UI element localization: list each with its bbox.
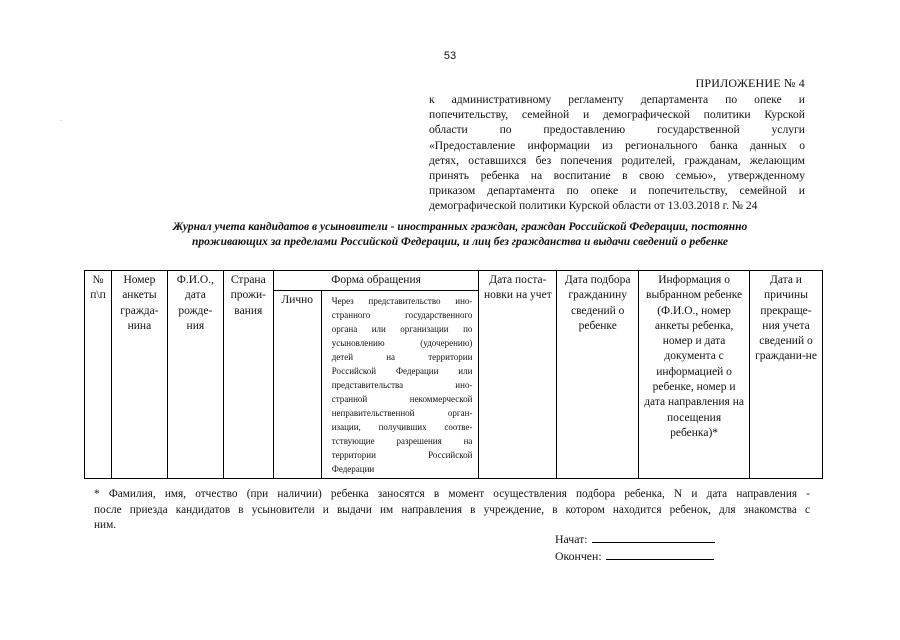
representative-line: усыновлению (удочерению) [331,338,473,349]
representative-line: странного государственного [331,310,473,321]
journal-title [120,220,800,250]
header-country: Страна прожи-вания [223,271,273,479]
preamble-line: принять ребенка на воспитание в свою семью», утвержденному [429,169,805,183]
journal-table [84,270,823,479]
scan-speck: · [60,117,63,125]
header-registration-date: Дата поста-новки на учет [479,271,557,479]
footnote [94,487,810,534]
finished-line [555,548,714,564]
started-line [555,531,715,547]
finished-blank [606,548,714,560]
footnote-line: после приезда кандидатов в усыновители и выдачи им направления в учреждение, в котором находится ребенок, для знакомства с [94,503,810,516]
representative-line: территории Российской [331,450,473,461]
footnote-line: * Фамилия, имя, отчество (при наличии) ребенка заносятся в момент осуществления подбора ребенка, N и дата направления - [94,488,810,500]
representative-line: детей на территории [331,352,473,363]
header-via-representative [321,291,479,479]
representative-line: Через представительство ино- [331,296,473,307]
journal-title-line: проживающих за пределами Российской Федерации, и лиц без гражданства и выдачи сведений о ребенке [192,236,728,248]
header-request-form: Форма обращения [273,271,479,291]
preamble-line: демографической политики Курской области от 13.03.2018 г. № 24 [429,199,758,213]
header-selection-date: Дата подбора гражданину сведений о ребенке [557,271,639,479]
representative-line: странной некоммерческой [331,394,473,405]
appendix-preamble [429,92,805,214]
representative-line: Российской Федерации или [331,366,473,377]
started-label: Начат: [555,532,588,546]
header-fio: Ф.И.О., дата рожде-ния [167,271,223,479]
preamble-line: «Предоставление информации из регионального банка данных о [429,138,805,152]
representative-line: Федерации [331,464,375,475]
preamble-line: области по предоставлению государственной услуги [429,123,805,137]
representative-line: представительства ино- [331,380,473,391]
header-termination: Дата и причины прекраще-ния учета сведений о граждани-не [750,271,823,479]
header-child-info: Информация о выбранном ребенке (Ф.И.О., номер анкеты ребенка, номер и дата документа с информацией о ребенке, номер и дата направления на посещения ребенка)* [639,271,750,479]
representative-line: тствующие разрешения на [331,436,473,447]
representative-line: органа или организации по [331,324,473,335]
footnote-line: ним. [94,519,117,531]
journal-title-line: Журнал учета кандидатов в усыновители - иностранных граждан, граждан Российской Федерации, постоянно [172,221,748,233]
representative-line: неправительственной орган- [331,408,473,419]
appendix-title: ПРИЛОЖЕНИЕ № 4 [695,76,805,90]
preamble-line: приказом департамента по опеке и попечительству, семейной и [429,184,805,198]
table-header-row [85,271,823,291]
header-num: № п\п [85,271,112,479]
started-blank [592,531,715,543]
finished-label: Окончен: [555,549,602,563]
preamble-line: к административному регламенту департамента по опеке и [429,93,805,106]
preamble-line: попечительству, семейной и демографической политики Курской [429,108,805,122]
page-number: 53 [443,50,457,62]
header-form-number: Номер анкеты гражда-нина [111,271,167,479]
representative-line: изации, получивших соотве- [331,422,473,433]
header-in-person: Лично [273,291,321,479]
preamble-line: детях, оставшихся без попечения родителей, гражданам, желающим [429,153,805,167]
